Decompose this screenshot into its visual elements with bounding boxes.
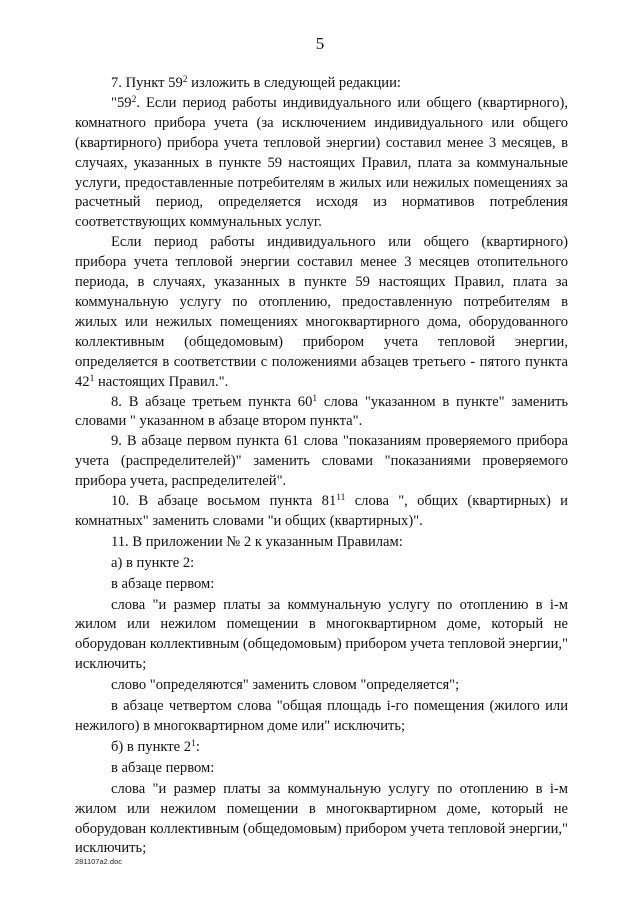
paragraph-text: 7. Пункт 59	[111, 75, 183, 91]
page-number: 5	[315, 34, 325, 53]
document-body	[75, 74, 568, 859]
paragraph-first-abzac-2: в абзаце первом:	[111, 759, 215, 776]
paragraph-text: 10. В абзаце восьмом пункта 81	[111, 493, 337, 510]
paragraph-words-exclude-2: слова "и размер платы за коммунальную услугу по отоплению в i-м жилом или нежилом помещении в многоквартирном доме, который не оборудован коллективным (общедомовым) прибором учета тепловой энергии," исключить;	[75, 780, 568, 857]
paragraph-subitem-a: а) в пункте 2:	[111, 554, 195, 571]
paragraph-text: слова ", общих (квартирных) и комнатных" заменить словами "и общих (квартирных)".	[75, 493, 568, 529]
paragraph-text: изложить в следующей редакции:	[187, 75, 401, 91]
paragraph-text: настоящих Правил.".	[94, 373, 229, 390]
paragraph-item-10	[75, 492, 568, 532]
paragraph-heating-meter	[75, 233, 568, 392]
paragraph-item-7	[75, 74, 568, 94]
superscript: 1	[89, 373, 95, 384]
paragraph-word-replace: слово "определяются" заменить словом "определяется";	[111, 677, 460, 694]
paragraph-words-exclude: слова "и размер платы за коммунальную услугу по отоплению в i-м жилом или нежилом помещении в многоквартирном доме, который не оборудован коллективным (общедомовым) прибором учета тепловой энергии," исключить;	[75, 596, 568, 673]
superscript: 11	[336, 493, 346, 504]
paragraph-59-2	[75, 94, 568, 233]
paragraph-text: . Если период работы индивидуального или общего (квартирного), комнатного прибора учета (за исключением индивидуального или общего (квартирного) прибора учета тепловой энергии) составил менее 3 месяцев, в случаях, указанных в пункте 59 настоящих Правил, плата за коммунальные услуги, предоставленные потребителям в жилых или нежилых помещениях за расчетный период, определяется исходя из нормативов потребления соответствующих коммунальных услуг.	[75, 94, 568, 231]
superscript: 1	[312, 393, 318, 404]
paragraph-text: 8. В абзаце третьем пункта 60	[111, 393, 313, 410]
superscript: 2	[182, 75, 188, 85]
paragraph-subitem-b	[75, 738, 568, 758]
paragraph-text: слова "указанном в пункте" заменить словами " указанном в абзаце втором пункта".	[75, 393, 568, 430]
paragraph-text: "59	[111, 94, 132, 111]
paragraph-item-9: 9. В абзаце первом пункта 61 слова "показаниям проверяемого прибора учета (распределителей)" заменить словами "показаниями проверяемого прибора учета, распределителей".	[75, 433, 568, 490]
superscript: 2	[131, 94, 137, 105]
paragraph-item-8	[75, 393, 568, 433]
paragraph-text: б) в пункте 2	[111, 738, 192, 755]
footer-filename: 281107a2.doc	[75, 857, 122, 866]
paragraph-fourth-abzac: в абзаце четвертом слова "общая площадь i-го помещения (жилого или нежилого) в многоквартирном доме или" исключить;	[75, 698, 568, 734]
paragraph-first-abzac: в абзаце первом:	[111, 575, 215, 592]
paragraph-text: Если период работы индивидуального или общего (квартирного) прибора учета тепловой энергии составил менее 3 месяцев отопительного периода, в случаях, указанных в пункте 59 настоящих Правил, плата за коммунальную услугу по отоплению, предоставленную потребителям в жилых или нежилых помещениях многоквартирного дома, оборудованного коллективным (общедомовым) прибором учета тепловой энергии, определяется в соответствии с положениями абзацев третьего - пятого пункта 42	[75, 234, 568, 390]
paragraph-text: :	[195, 738, 200, 755]
superscript: 1	[191, 738, 196, 749]
paragraph-item-11: 11. В приложении № 2 к указанным Правилам:	[111, 533, 403, 550]
